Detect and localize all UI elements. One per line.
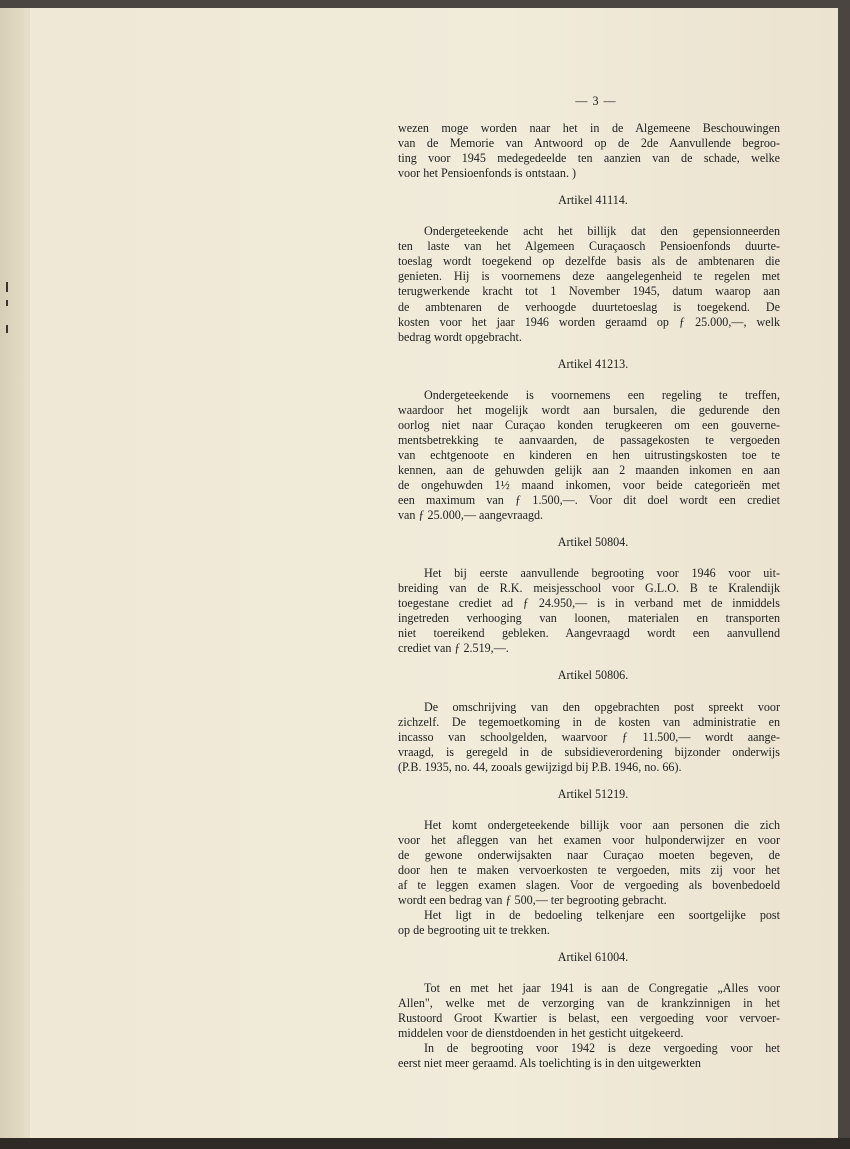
binding-mark	[6, 325, 8, 333]
binding-mark	[6, 300, 8, 306]
text-line: Het komt ondergeteekende billijk voor aan personen die zich	[424, 817, 780, 832]
text-line: de gewone onderwijsakten naar Curaçao moeten begeven, de	[398, 847, 780, 862]
text-line: Rustoord Groot Kwartier is belast, een vergoeding voor vervoer-	[398, 1011, 780, 1026]
text-line: breiding van de R.K. meisjesschool voor G.L.O. B te Kralendijk	[398, 581, 780, 596]
text-line: kosten voor het jaar 1946 worden geraamd op ƒ 25.000,—, welk	[398, 314, 780, 329]
text-line: toegestane crediet ad ƒ 24.950,— is in verband met de inmiddels	[398, 596, 780, 611]
text-line: ting voor 1945 medegedeelde ten aanzien van de schade, welke	[398, 151, 780, 166]
text-line: middelen voor de dienstdoenden in het gesticht uitgekeerd.	[398, 1026, 684, 1041]
article-heading: Artikel 50806.	[557, 668, 629, 683]
text-line: terugwerkende kracht tot 1 November 1945, datum waarop aan	[398, 284, 780, 299]
binding-edge	[0, 8, 30, 1138]
text-line: oorlog niet naar Curaçao konden terugkeeren om een gouverne-	[398, 417, 780, 432]
article-paragraph	[398, 700, 780, 775]
text-line: kennen, aan de gehuwden gelijk aan 2 maanden inkomen en aan	[398, 462, 780, 477]
text-line: ten laste van het Algemeen Curaçaosch Pensioenfonds duurte-	[398, 239, 780, 254]
text-line: waardoor het mogelijk wordt aan bursalen, die gedurende den	[398, 402, 780, 417]
text-line: Tot en met het jaar 1941 is aan de Congregatie „Alles voor	[424, 981, 780, 996]
text-line: voor het Pensioenfonds is ontstaan. )	[398, 166, 577, 181]
article-heading: Artikel 51219.	[557, 786, 629, 801]
article-heading: Artikel 50804.	[557, 535, 629, 550]
text-line: Het ligt in de bedoeling telkenjare een soortgelijke post	[424, 908, 780, 923]
text-line: niet toereikend gebleken. Aangevraagd wordt een aanvullend	[398, 626, 780, 641]
text-line: genieten. Hij is voornemens deze aangelegenheid te regelen met	[398, 269, 780, 284]
text-line: Ondergeteekende acht het billijk dat den gepensionneerden	[424, 224, 780, 239]
article-paragraph	[398, 981, 780, 1041]
page-number: — 3 —	[575, 94, 617, 108]
article-paragraph	[398, 818, 780, 908]
article-paragraph	[398, 388, 780, 523]
text-line: zichzelf. De tegemoetkoming in de kosten van administratie en	[398, 714, 780, 729]
article-heading: Artikel 41114.	[558, 193, 628, 208]
text-line: wezen moge worden naar het in de Algemeene Beschouwingen	[398, 121, 780, 136]
text-line: ingetreden verhooging van loonen, materialen en transporten	[398, 611, 780, 626]
article-heading: Artikel 41213.	[557, 356, 629, 371]
article-heading: Artikel 61004.	[557, 950, 629, 965]
text-line: De omschrijving van den opgebrachten post spreekt voor	[424, 699, 780, 714]
text-column	[398, 94, 780, 1071]
text-line: In de begrooting voor 1942 is deze vergoeding voor het	[424, 1041, 780, 1056]
text-line: crediet van ƒ 2.519,—.	[398, 641, 509, 656]
text-line: van echtgenoote en kinderen en hen uitrustingskosten toe te	[398, 447, 780, 462]
text-line: (P.B. 1935, no. 44, zooals gewijzigd bij P.B. 1946, no. 66).	[398, 759, 682, 774]
sections	[398, 193, 780, 1071]
text-line: de ongehuwden 1½ maand inkomen, voor beide categorieën met	[398, 477, 780, 492]
intro-paragraph	[398, 121, 780, 181]
text-line: af te leggen examen slagen. Voor de vergoeding als bovenbedoeld	[398, 877, 780, 892]
scan-border	[0, 1138, 850, 1149]
text-line: voor het afleggen van het examen voor hulponderwijzer en voor	[398, 832, 780, 847]
text-line: vraagd, is geregeld in de subsidieverordening bijzonder onderwijs	[398, 744, 780, 759]
article-paragraph	[398, 224, 780, 344]
text-line: van ƒ 25.000,— aangevraagd.	[398, 508, 544, 523]
text-line: toeslag wordt toegekend op dezelfde basis als de ambtenaren die	[398, 254, 780, 269]
binding-mark	[6, 282, 8, 292]
text-line: door hen te maken vervoerkosten te vergoeden, mits zij voor het	[398, 862, 780, 877]
text-line: incasso van schoolgelden, waarvoor ƒ 11.500,— wordt aange-	[398, 729, 780, 744]
text-line: Allen", welke met de verzorging van de krankzinnigen in het	[398, 996, 780, 1011]
text-line: Het bij eerste aanvullende begrooting voor 1946 voor uit-	[424, 566, 780, 581]
text-line: eerst niet meer geraamd. Als toelichting is in den uitgewerkten	[398, 1056, 701, 1071]
text-line: de ambtenaren de verhoogde duurtetoeslag is toegekend. De	[398, 299, 780, 314]
text-line: bedrag wordt opgebracht.	[398, 329, 522, 344]
text-line: Ondergeteekende is voornemens een regeling te treffen,	[424, 387, 780, 402]
text-line: een maximum van ƒ 1.500,—. Voor dit doel wordt een crediet	[398, 493, 780, 508]
text-line: van de Memorie van Antwoord op de 2de Aanvullende begroo-	[398, 136, 780, 151]
text-line: op de begrooting uit te trekken.	[398, 923, 550, 938]
text-line: wordt een bedrag van ƒ 500,— ter begrooting gebracht.	[398, 893, 667, 908]
article-paragraph	[398, 566, 780, 656]
text-line: mentsbetrekking te aanvaarden, de passagekosten te vergoeden	[398, 432, 780, 447]
article-paragraph	[398, 1041, 780, 1071]
article-paragraph	[398, 908, 780, 938]
